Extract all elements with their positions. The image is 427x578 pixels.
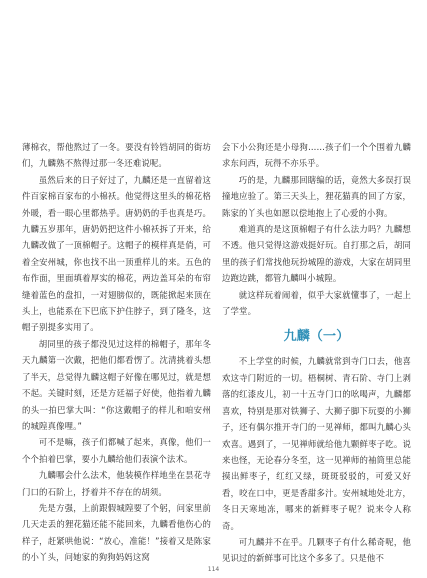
paragraph: 会下小公狗还是小母狗……孩子们一个个围着九麟求东问西，玩得不亦乐乎。 — [222, 142, 411, 169]
paragraph: 薄棉衣，帮他熬过了一冬。要没有铃铛胡同的街坊们，九麟熟不熬得过那一冬还难说呢。 — [22, 142, 211, 169]
paragraph: 就这样玩着闹着，似乎大家就懂事了，一起上了学堂。 — [222, 289, 411, 317]
right-column — [222, 139, 411, 567]
paragraph: 不上学堂的时候，九麟就常到寺门口去，他喜欢这寺门附近的一切。梧桐树、青石阶、寺门上剥落的红漆皮儿，初一十五寺门口的吆喝声，九麟都喜欢，特别是那对铁狮子、大狮子脚下玩耍的小狮子，还有偶尔推开寺门的一见禅师，都叫九麟心头欢喜。遇到了，一见禅师就给他九颗鲜枣子吃。说来也怪，无论春分冬至，这一见禅师的袖筒里总能摸出鲜枣子，红红又绿，斑斑驳驳的，可爱又好看，咬在口中，更是香甜多汁。安州城地处北方，冬日天寒地冻，哪来的新鲜枣子呢？说来令人称奇。 — [222, 356, 411, 531]
paragraph: 巧的是，九麟那回瞎编的话，竟然大多误打误撞地应验了。第三天头上，狸花猫真的回了方家，陈家的丫头也如愿以偿地抱上了心爱的小狗。 — [222, 174, 411, 218]
paragraph: 可不是嘛，孩子们都喊了起来，真像，他们一个个拍着巴掌，要小九麟给他们表演个法术。 — [22, 437, 211, 464]
paragraph: 虽然后来的日子好过了，九麟还是一直留着这件百家棉百家布的小棉袄。他觉得这里头的棉花格外暖，看一眼心里都热乎。唐奶奶的手也真是巧。九麟五岁那年，唐奶奶把这件小棉袄拆了开来，给九麟改做了一顶棉帽子。这帽子的模样真是俏，可着全安州城，你也找不出一顶重样儿的来。五色的布作面，里面填着厚实的棉花，两边盖耳朵的布帘缝着蓝色的盘扣，一对翅膀似的，既能掀起来顶在头上，也能系在下巴底下护住脖子，到了隆冬，这帽子别提多实用了。 — [22, 174, 211, 333]
paragraph: 可九麟并不在乎。几颗枣子有什么稀奇呢，他见识过的新鲜事可比这个多多了。只是他不 — [222, 536, 411, 564]
chapter-title: 九麟（一） — [283, 329, 350, 345]
paragraph: 难道真的是这顶棉帽子有什么法力吗？九麟想不透。他只觉得这游戏挺好玩。自打那之后，胡同里的孩子们常找他玩扮城隍的游戏，大家在胡同里边跑边跳，都管九麟叫小城隍。 — [222, 224, 411, 284]
page-number: 114 — [207, 566, 220, 573]
paragraph: 九麟哪会什么法术，他装模作样地坐在昙花寺门口的石阶上，抒着并不存在的胡须。 — [22, 470, 211, 497]
paragraph: 先是方强，上前跟假城隍要了个躬，问家里前几天走丢的狸花猫还能不能回来，九麟看他伤心的样子，赶紧哄他说：“放心，准能！”接着又是陈家的小丫头，问她家的狗狗妈妈这窝 — [22, 502, 211, 563]
paragraph: 胡同里的孩子都没见过这样的棉帽子，那年冬天九麟第一次戴，把他们都看愣了。沈清挑着头想了半天，总觉得九麟这帽子好像在哪见过，就是想不起。关键时刻，还是方廷福子好使，他指着九麟的头一拍巴掌大叫：“你这戴帽子的样儿和咱安州的城隍真像哩。” — [22, 338, 211, 431]
left-column — [22, 139, 211, 566]
